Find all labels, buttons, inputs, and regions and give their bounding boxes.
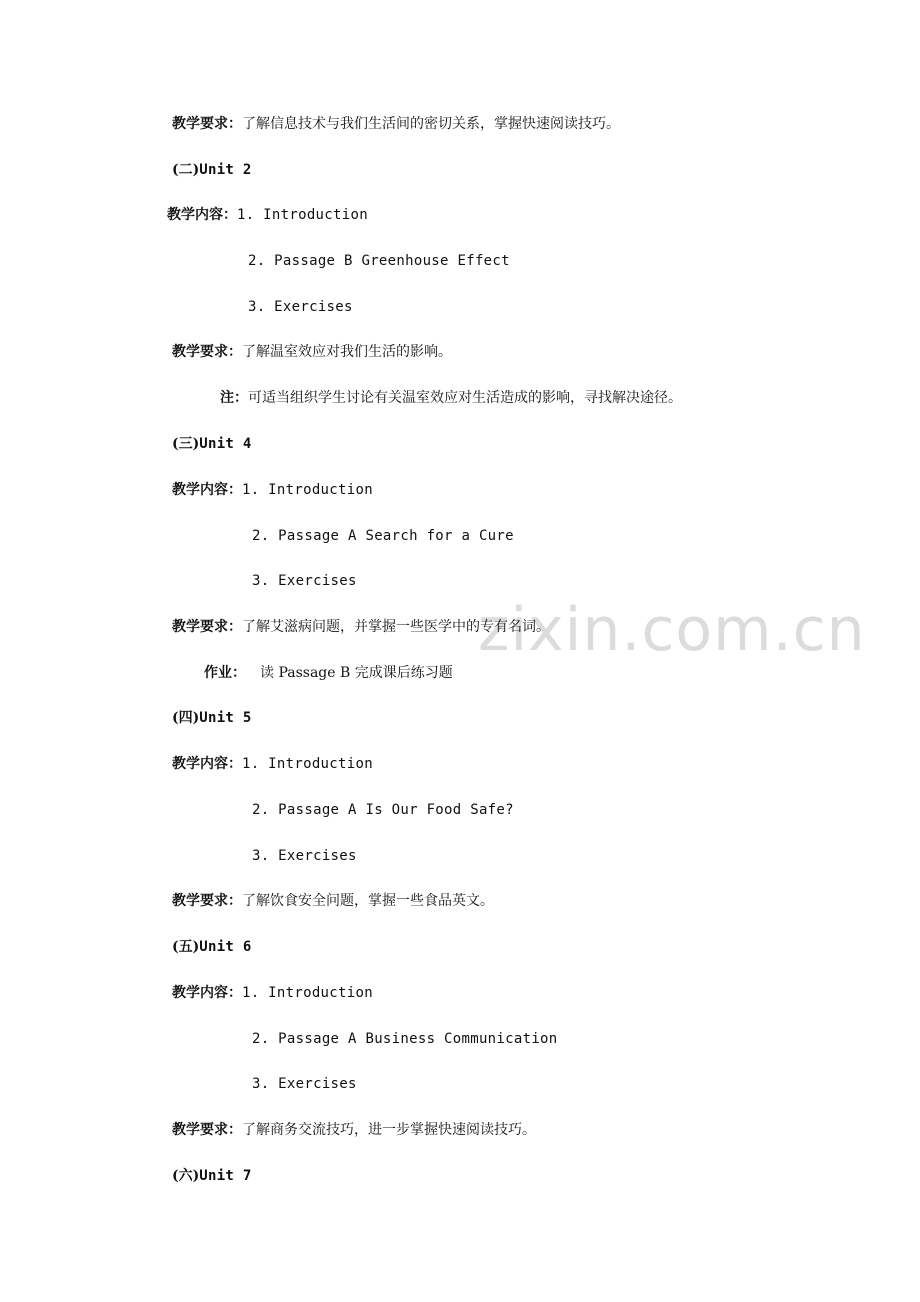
- unit-title: Unit 7: [199, 1168, 252, 1184]
- content-label: 教学内容：: [172, 482, 242, 498]
- content-item: 3. Exercises: [252, 848, 357, 864]
- content-line: [167, 205, 368, 225]
- unit-heading: [172, 434, 252, 454]
- requirement-label: 教学要求：: [172, 1122, 242, 1138]
- homework-label: 作业：: [204, 665, 246, 681]
- requirement-line: [172, 891, 494, 911]
- unit-number: (四): [172, 710, 200, 726]
- watermark: zixin.com.cn: [478, 595, 866, 665]
- unit-number: (五): [172, 939, 200, 955]
- content-line: [172, 983, 373, 1003]
- unit-heading: [172, 708, 252, 728]
- unit-title: Unit 4: [199, 436, 252, 452]
- content-item: 2. Passage B Greenhouse Effect: [248, 253, 510, 269]
- requirement-text: 了解饮食安全问题，掌握一些食品英文。: [242, 893, 494, 909]
- requirement-text: 了解信息技术与我们生活间的密切关系，掌握快速阅读技巧。: [242, 116, 620, 132]
- note-line: [220, 388, 682, 408]
- content-item: 3. Exercises: [252, 573, 357, 589]
- content-label: 教学内容：: [172, 985, 242, 1001]
- requirement-label: 教学要求：: [172, 619, 242, 635]
- content-item: 2. Passage A Search for a Cure: [252, 528, 514, 544]
- content-line: [172, 480, 373, 500]
- homework-text: 读 Passage B 完成课后练习题: [260, 665, 453, 681]
- unit-heading: [172, 937, 252, 957]
- content-label: 教学内容：: [172, 756, 242, 772]
- requirement-text: 了解商务交流技巧，进一步掌握快速阅读技巧。: [242, 1122, 536, 1138]
- requirement-line: [172, 1120, 536, 1140]
- unit-title: Unit 6: [199, 939, 252, 955]
- requirement-text: 了解温室效应对我们生活的影响。: [242, 344, 452, 360]
- unit-title: Unit 2: [199, 162, 252, 178]
- note-label: 注：: [220, 390, 248, 406]
- unit-number: (三): [172, 436, 200, 452]
- content-item: 1. Introduction: [237, 207, 368, 223]
- content-item: 1. Introduction: [242, 482, 373, 498]
- requirement-text: 了解艾滋病问题，并掌握一些医学中的专有名词。: [242, 619, 550, 635]
- content-item: 3. Exercises: [252, 1076, 357, 1092]
- unit-number: (六): [172, 1168, 200, 1184]
- content-item: 2. Passage A Is Our Food Safe?: [252, 802, 514, 818]
- unit-heading: [172, 1166, 252, 1186]
- unit-title: Unit 5: [199, 710, 252, 726]
- unit-heading: [172, 160, 252, 180]
- requirement-line: [172, 342, 452, 362]
- content-item: 1. Introduction: [242, 756, 373, 772]
- content-item: 1. Introduction: [242, 985, 373, 1001]
- requirement-label: 教学要求：: [172, 116, 242, 132]
- requirement-label: 教学要求：: [172, 344, 242, 360]
- content-line: [172, 754, 373, 774]
- content-label: 教学内容：: [167, 207, 237, 223]
- requirement-line: [172, 617, 550, 637]
- content-item: 3. Exercises: [248, 299, 353, 315]
- content-item: 2. Passage A Business Communication: [252, 1031, 558, 1047]
- note-text: 可适当组织学生讨论有关温室效应对生活造成的影响，寻找解决途径。: [248, 390, 682, 406]
- requirement-label: 教学要求：: [172, 893, 242, 909]
- homework-line: [204, 663, 453, 683]
- requirement-line: [172, 114, 620, 134]
- unit-number: (二): [172, 162, 200, 178]
